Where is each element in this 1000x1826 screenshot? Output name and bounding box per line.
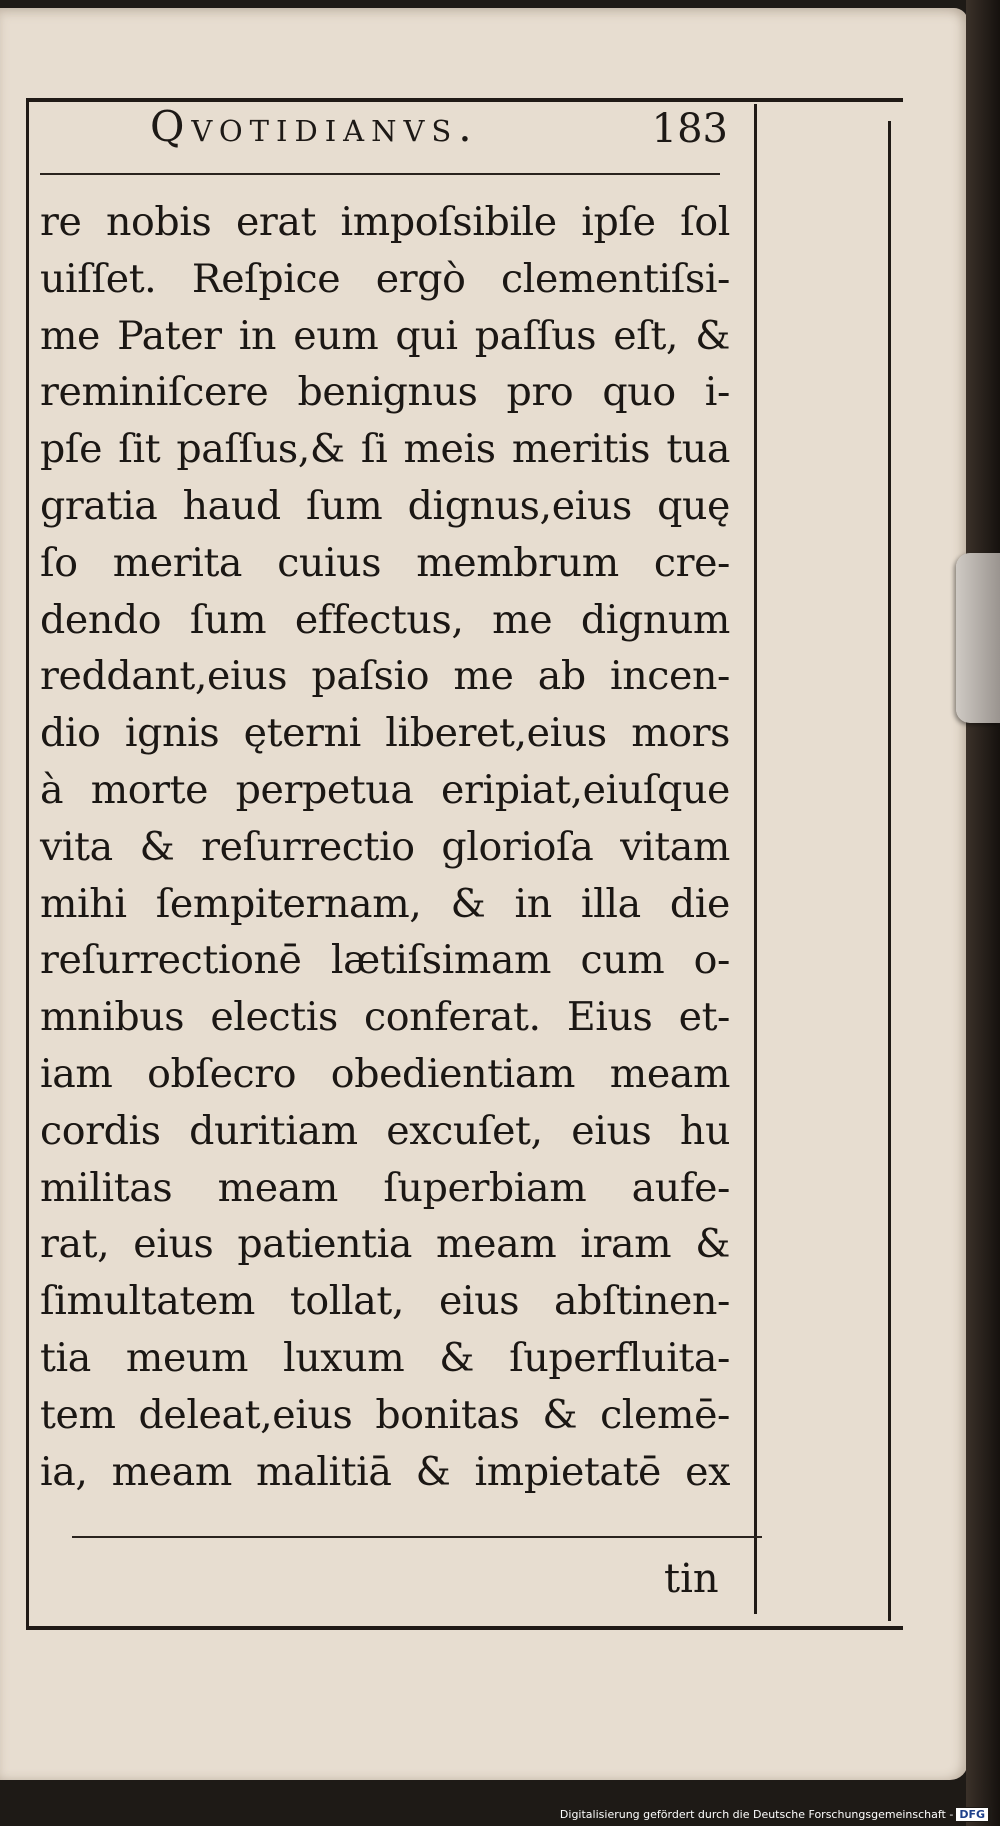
head-rule bbox=[40, 173, 720, 175]
body-text bbox=[40, 194, 730, 1500]
text-line: me Pater in eum qui paſſus eſt, & bbox=[40, 312, 730, 359]
book-page bbox=[0, 8, 968, 1780]
text-line: à morte perpetua eripiat,eiuſque bbox=[40, 766, 730, 813]
text-line: reddant,eius paſsio me ab incen- bbox=[40, 653, 730, 700]
digitization-credit-text: Digitalisierung gefördert durch die Deutsche Forschungsgemeinschaft - bbox=[559, 1808, 954, 1821]
text-line: rat, eius patientia meam iram & bbox=[40, 1221, 730, 1268]
text-line: tia meum luxum & ſuperfluita- bbox=[40, 1334, 730, 1381]
book-spine bbox=[966, 0, 1000, 1826]
text-line: militas meam ſuperbiam aufe- bbox=[40, 1164, 730, 1211]
bookmark-tab bbox=[956, 553, 1000, 723]
dfg-logo: DFG bbox=[956, 1808, 988, 1821]
text-line: gratia haud ſum dignus,eius quę bbox=[40, 482, 730, 529]
text-line: vita & reſurrectio glorioſa vitam bbox=[40, 823, 730, 870]
text-line: cordis duritiam excuſet, eius hu bbox=[40, 1107, 730, 1154]
text-line: tem deleat,eius bonitas & clemē- bbox=[40, 1391, 730, 1438]
text-line: ſo merita cuius membrum cre- bbox=[40, 539, 730, 586]
page-number: 183 bbox=[651, 106, 728, 152]
text-line: iam obſecro obedientiam meam bbox=[40, 1050, 730, 1097]
page-frame-right-rule bbox=[888, 121, 891, 1621]
text-line: reſurrectionē lætiſsimam cum o- bbox=[40, 937, 730, 984]
digitization-credit bbox=[556, 1807, 992, 1822]
text-line: mihi ſempiternam, & in illa die bbox=[40, 880, 730, 927]
text-line: mnibus electis conferat. Eius et- bbox=[40, 994, 730, 1041]
text-line: uiſſet. Reſpice ergò clementiſsi- bbox=[40, 255, 730, 302]
catchword: tin bbox=[664, 1556, 719, 1602]
foot-rule bbox=[72, 1536, 762, 1538]
text-line: dendo ſum effectus, me dignum bbox=[40, 596, 730, 643]
text-line: re nobis erat impoſsibile ipſe ſol bbox=[40, 199, 730, 245]
text-line: ſimultatem tollat, eius abſtinen- bbox=[40, 1278, 730, 1325]
text-line: pſe ſit paſſus,& ſi meis meritis tua bbox=[40, 426, 730, 473]
text-line: reminiſcere benignus pro quo i- bbox=[40, 369, 730, 416]
running-head-title: Qvotidianvs. bbox=[150, 102, 479, 151]
running-head bbox=[150, 98, 750, 168]
text-line: ia, meam malitiā & impietatē ex bbox=[40, 1448, 730, 1495]
text-line: dio ignis ęterni liberet,eius mors bbox=[40, 710, 730, 757]
